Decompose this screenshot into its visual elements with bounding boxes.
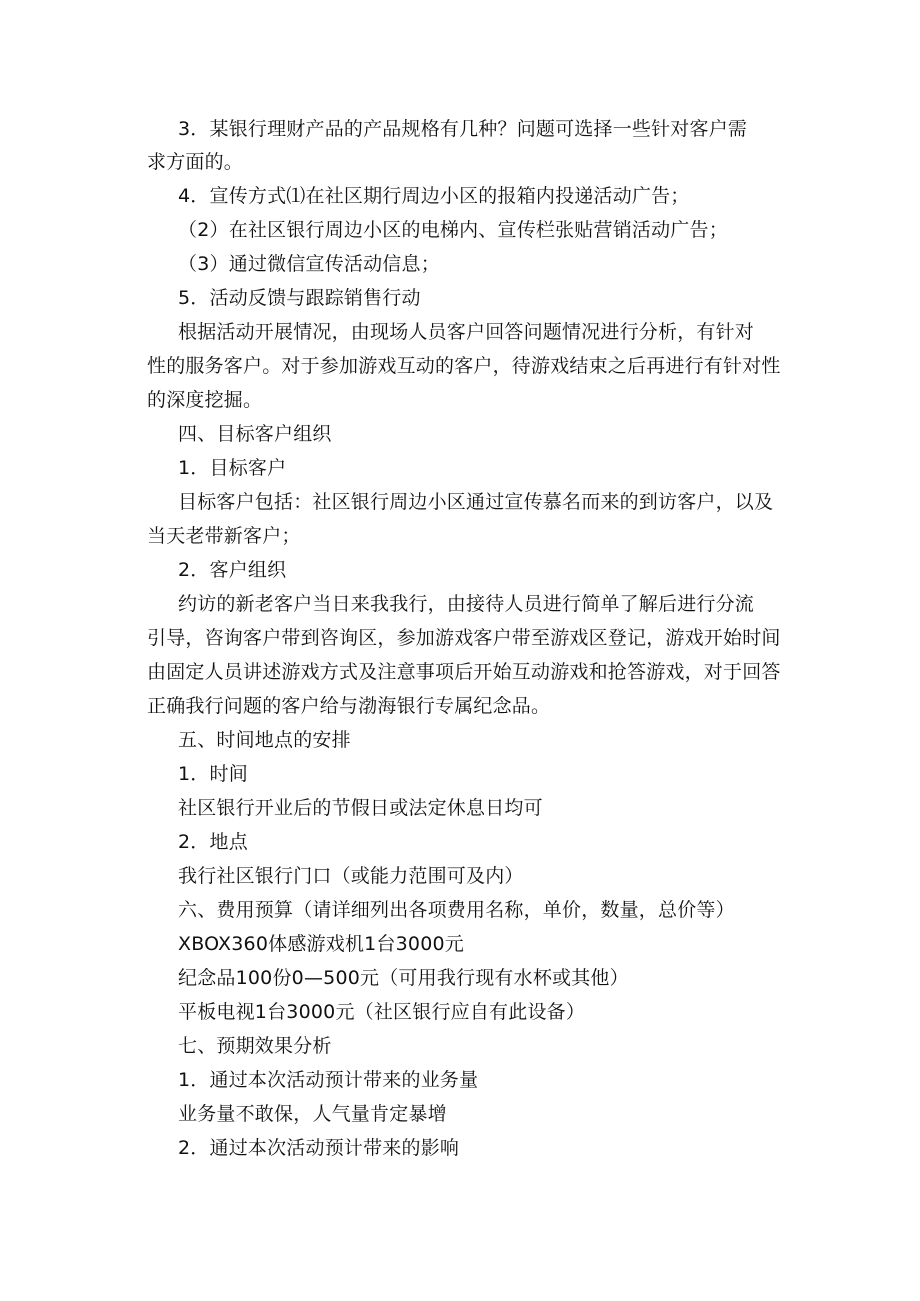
budget-item: 纪念品100份0—500元（可用我行现有水杯或其他） xyxy=(178,967,629,989)
subsection-heading: 1．目标客户 xyxy=(178,457,287,479)
paragraph-line: 5．活动反馈与跟踪销售行动 xyxy=(178,287,421,309)
paragraph-line: 目标客户包括：社区银行周边小区通过宣传慕名而来的到访客户，以及 xyxy=(178,491,774,513)
subsection-heading: 2．客户组织 xyxy=(178,559,287,581)
subsection-heading: 1．时间 xyxy=(178,763,248,785)
subsection-heading: 1．通过本次活动预计带来的业务量 xyxy=(178,1069,479,1091)
paragraph-line: 3．某银行理财产品的产品规格有几种？问题可选择一些针对客户需 xyxy=(178,118,748,140)
paragraph-line: （2）在社区银行周边小区的电梯内、宣传栏张贴营销活动广告； xyxy=(178,219,728,241)
section-heading: 六、费用预算（请详细列出各项费用名称，单价，数量，总价等） xyxy=(178,899,735,921)
subsection-heading: 2．通过本次活动预计带来的影响 xyxy=(178,1137,460,1159)
paragraph-line: 由固定人员讲述游戏方式及注意事项后开始互动游戏和抢答游戏，对于回答 xyxy=(147,661,781,683)
paragraph-line: 求方面的。 xyxy=(147,151,244,173)
budget-item: 平板电视1台3000元（社区银行应自有此设备） xyxy=(178,1001,586,1023)
paragraph-line: 引导，咨询客户带到咨询区，参加游戏客户带至游戏区登记，游戏开始时间 xyxy=(147,627,781,649)
paragraph-line: 根据活动开展情况，由现场人员客户回答问题情况进行分析，有针对 xyxy=(178,321,755,343)
paragraph-line: 4．宣传方式⑴在社区期行周边小区的报箱内投递活动广告； xyxy=(178,185,690,207)
paragraph-line: 性的服务客户。对于参加游戏互动的客户，待游戏结束之后再进行有针对性 xyxy=(147,355,781,377)
paragraph-line: （3）通过微信宣传活动信息； xyxy=(178,253,440,275)
budget-item: XBOX360体感游戏机1台3000元 xyxy=(178,933,464,955)
paragraph-line: 的深度挖掘。 xyxy=(147,389,263,411)
section-heading: 四、目标客户组织 xyxy=(178,423,332,445)
section-heading: 五、时间地点的安排 xyxy=(178,729,351,751)
section-heading: 七、预期效果分析 xyxy=(178,1035,332,1057)
paragraph-line: 我行社区银行门口（或能力范围可及内） xyxy=(178,865,524,887)
paragraph-line: 社区银行开业后的节假日或法定休息日均可 xyxy=(178,797,543,819)
paragraph-line: 当天老带新客户； xyxy=(147,525,301,547)
paragraph-line: 业务量不敢保，人气量肯定暴增 xyxy=(178,1103,447,1125)
paragraph-line: 正确我行问题的客户给与渤海银行专属纪念品。 xyxy=(147,695,551,717)
subsection-heading: 2．地点 xyxy=(178,831,248,853)
paragraph-line: 约访的新老客户当日来我我行，由接待人员进行简单了解后进行分流 xyxy=(178,593,755,615)
